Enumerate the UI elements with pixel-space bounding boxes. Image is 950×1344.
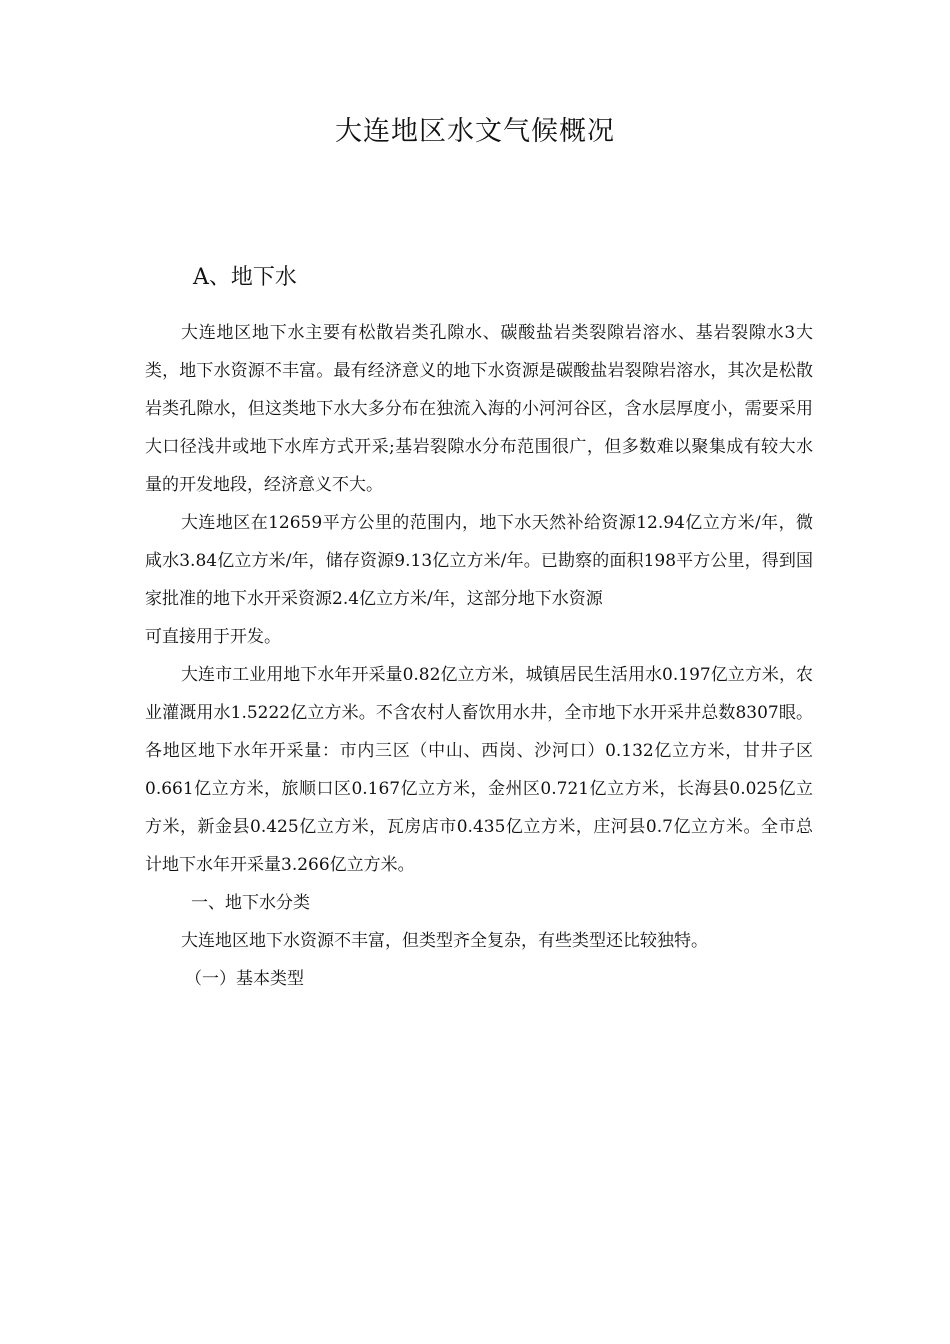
subheading-groundwater-classification: 一、地下水分类 (191, 893, 310, 913)
section-heading-groundwater: A、地下水 (193, 265, 297, 290)
document-title: 大连地区水文气候概况 (335, 116, 615, 147)
paragraph-groundwater-resources: 大连地区在12659平方公里的范围内，地下水天然补给资源12.94亿立方米/年，微咸水3.84亿立方米/年，储存资源9.13亿立方米/年。已勘察的面积198平方公里，得到国家批准的地下水开采资源2.4亿立方米/年，这部分地下水资源 (145, 513, 813, 609)
paragraph-classification-intro: 大连地区地下水资源不丰富，但类型齐全复杂，有些类型还比较独特。 (181, 931, 708, 951)
paragraph-direct-development: 可直接用于开发。 (145, 627, 281, 647)
document-body (145, 314, 813, 998)
subheading-basic-types: （一）基本类型 (185, 969, 304, 989)
paragraph-groundwater-types: 大连地区地下水主要有松散岩类孔隙水、碳酸盐岩类裂隙岩溶水、基岩裂隙水3大类，地下水资源不丰富。最有经济意义的地下水资源是碳酸盐岩裂隙岩溶水，其次是松散岩类孔隙水，但这类地下水大多分布在独流入海的小河河谷区，含水层厚度小，需要采用大口径浅井或地下水库方式开采;基岩裂隙水分布范围很广，但多数难以聚集成有较大水量的开发地段，经济意义不大。 (145, 323, 813, 495)
paragraph-extraction-volumes: 大连市工业用地下水年开采量0.82亿立方米，城镇居民生活用水0.197亿立方米，农业灌溉用水1.5222亿立方米。不含农村人畜饮用水井，全市地下水开采井总数8307眼。各地区地下水年开采量：市内三区（中山、西岗、沙河口）0.132亿立方米，甘井子区0.661亿立方米，旅顺口区0.167亿立方米，金州区0.721亿立方米，长海县0.025亿立方米，新金县0.425亿立方米，瓦房店市0.435亿立方米，庄河县0.7亿立方米。全市总计地下水年开采量3.266亿立方米。 (145, 665, 813, 875)
